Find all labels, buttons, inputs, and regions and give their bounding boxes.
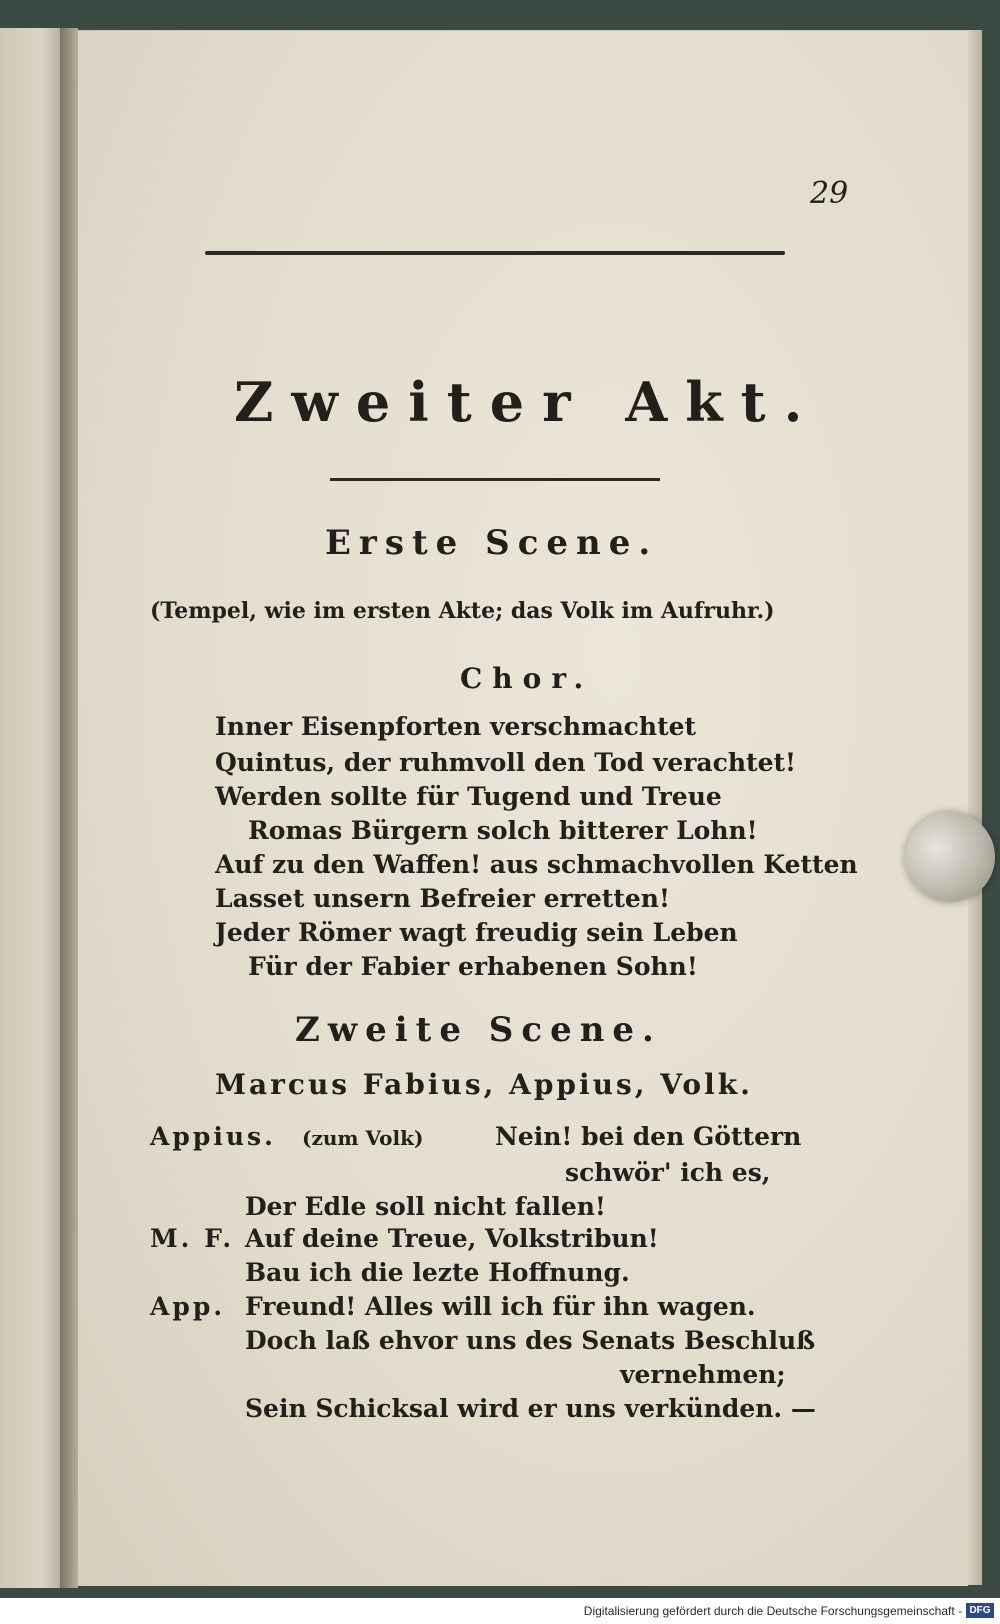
thumb-holding-page <box>905 812 995 902</box>
dialogue-line: Bau ich die lezte Hoffnung. <box>245 1258 630 1287</box>
verse-line: Jeder Römer wagt freudig sein Leben <box>215 918 738 947</box>
dialogue-line-continuation: schwör' ich es, <box>565 1158 771 1187</box>
cast-list: Marcus Fabius, Appius, Volk. <box>215 1068 753 1101</box>
dialogue-line-continuation: vernehmen; <box>620 1360 786 1389</box>
verse-line: Werden sollte für Tugend und Treue <box>215 782 722 811</box>
verse-line: Lasset unsern Befreier erretten! <box>215 884 670 913</box>
dialogue-line: Freund! Alles will ich für ihn wagen. <box>245 1292 756 1321</box>
verse-line: Quintus, der ruhmvoll den Tod verachtet! <box>215 748 797 777</box>
verse-line: Für der Fabier erhabenen Sohn! <box>248 952 698 981</box>
page-edge-stack <box>968 30 982 1585</box>
dialogue-line: Doch laß ehvor uns des Senats Beschluß <box>245 1326 816 1355</box>
facing-page-edge <box>0 28 62 1588</box>
stage-direction: (Tempel, wie im ersten Akte; das Volk im Aufruhr.) <box>150 598 775 624</box>
act-rule <box>330 478 660 481</box>
page-number: 29 <box>810 176 849 211</box>
scene-two-title: Zweite Scene. <box>295 1010 662 1050</box>
dialogue-line: Der Edle soll nicht fallen! <box>245 1192 606 1221</box>
dialogue-line: Sein Schicksal wird er uns verkünden. — <box>245 1394 816 1423</box>
verse-line: Romas Bürgern solch bitterer Lohn! <box>248 816 758 845</box>
dialogue-line: Auf deine Treue, Volkstribun! <box>245 1224 659 1253</box>
speaker-app: App. <box>150 1292 226 1321</box>
act-title: Zweiter Akt. <box>234 370 821 434</box>
inline-stage-direction: (zum Volk) <box>302 1126 424 1150</box>
verse-line: Inner Eisenpforten verschmachtet <box>215 712 697 741</box>
verse-line: Auf zu den Waffen! aus schmachvollen Ketten <box>215 850 858 879</box>
chorus-heading: Chor. <box>460 662 594 695</box>
dialogue-line: Nein! bei den Göttern <box>495 1122 802 1151</box>
scene-one-title: Erste Scene. <box>325 523 659 563</box>
dfg-logo: DFG <box>966 1603 994 1618</box>
book-gutter <box>60 28 78 1588</box>
speaker-appius: Appius. <box>150 1122 276 1151</box>
header-rule <box>205 251 785 255</box>
speaker-marcus-fabius: M. F. <box>150 1224 235 1253</box>
funding-credit: Digitalisierung gefördert durch die Deutsche Forschungsgemeinschaft - <box>583 1604 962 1618</box>
